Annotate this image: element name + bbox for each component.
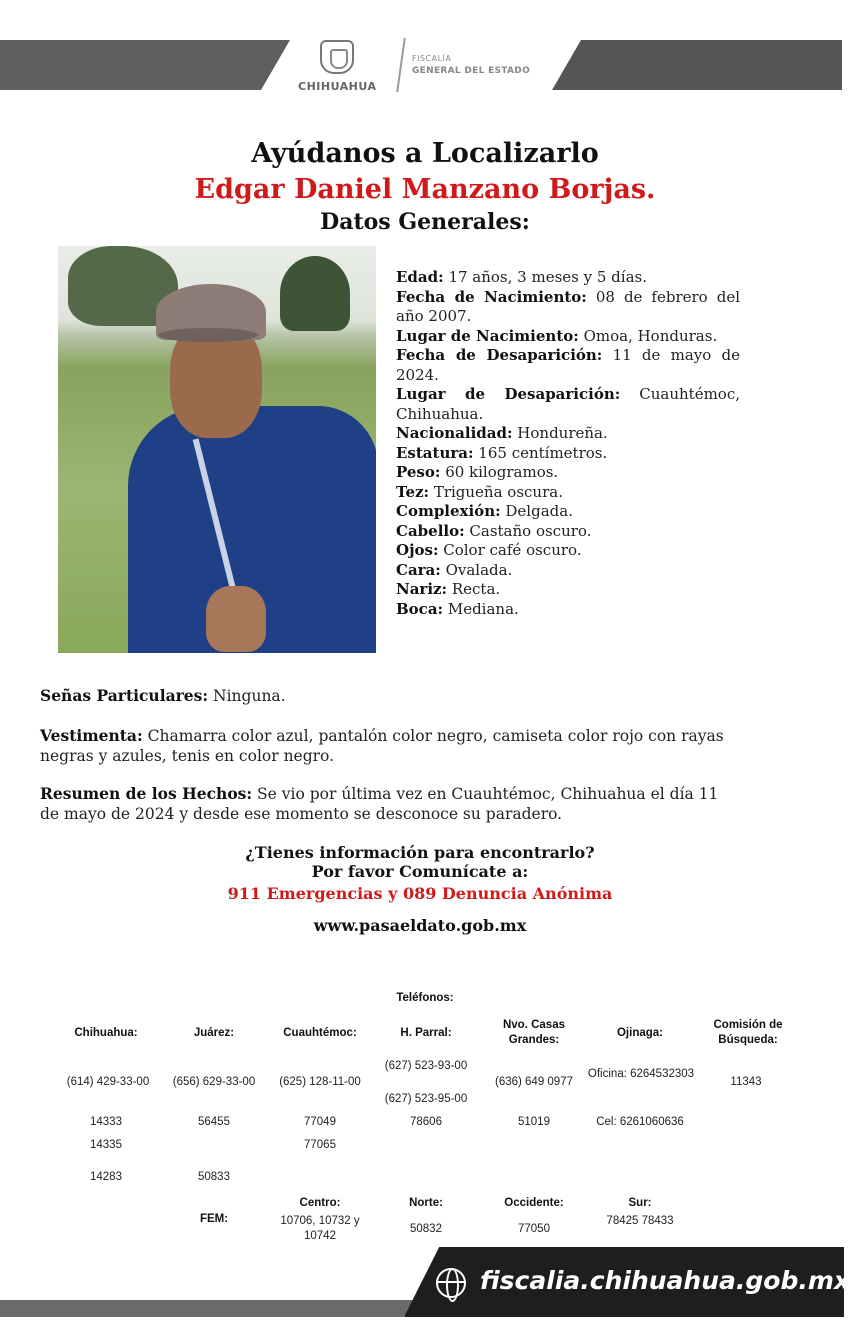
emergency-numbers: 911 Emergencias y 089 Denuncia Anónima [227,884,613,903]
detail-item: Peso: 60 kilogramos. [396,463,559,481]
phone-number: (625) 128-11-00 [279,1076,361,1088]
contact-please: Por favor Comunícate a: [311,862,529,881]
website-link[interactable]: www.pasaeldato.gob.mx [313,916,527,935]
phone-number: (636) 649 0977 [494,1076,573,1088]
fem-value: 78425 78433 [606,1215,674,1227]
phone-extension: 78606 [410,1116,442,1128]
logo-fiscalia: FISCALÍA [412,54,452,63]
resumen-hechos: Resumen de los Hechos: Se vio por última vez en Cuauhtémoc, Chihuahua el día 11 de mayo de 2024 y desde ese momento se desconoce su paradero. [40,784,719,823]
phone-extension: 56455 [198,1116,230,1128]
fem-value: 10706, 10732 y 10742 [280,1215,360,1242]
detail-item: Tez: Trigueña oscura. [396,482,563,501]
phone-number: (627) 523-95-00 [384,1093,468,1105]
phone-number: (627) 523-93-00 [384,1060,468,1072]
footer-url[interactable]: fiscalia.chihuahua.gob.mx [480,1266,850,1295]
detail-item: Boca: Mediana. [396,599,519,618]
person-name: Edgar Daniel Manzano Borjas. [194,174,656,205]
globe-icon [436,1268,466,1298]
detail-item: Estatura: 165 centímetros. [396,443,608,462]
logo-city: CHIHUAHUA [298,80,377,93]
phone-header: Chihuahua: [74,1027,138,1039]
section-title: Datos Generales: [320,209,530,235]
phone-number: (614) 429-33-00 [66,1076,150,1088]
detail-item: Fecha de Desaparición: 11 de mayo de 2024. [396,346,740,384]
phone-header: Juárez: [193,1027,235,1039]
phone-extension: 50833 [198,1171,230,1183]
state-seal-icon [320,40,354,74]
fem-header: Norte: [409,1197,443,1209]
fem-header: Sur: [628,1197,652,1209]
phone-extension: 77049 [304,1116,336,1128]
footer-band-gray [0,1300,420,1317]
photo-hand [206,586,266,652]
phone-extension: Cel: 6261060636 [596,1116,684,1128]
phone-header: Cuauhtémoc: [283,1027,357,1039]
phone-header: Comisión de Búsqueda: [713,1019,783,1046]
detail-item: Nacionalidad: Hondureña. [396,424,608,442]
phone-extension: 14283 [90,1171,122,1183]
detail-item: Cabello: Castaño oscuro. [396,521,592,540]
vestimenta: Vestimenta: Chamarra color azul, pantalón color negro, camiseta color rojo con rayas negras y azules, tenis en color negro. [40,726,724,765]
detail-item: Edad: 17 años, 3 meses y 5 días. [396,268,647,286]
details-list [396,268,740,619]
detail-item: Complexión: Delgada. [396,502,573,520]
phone-header: Ojinaga: [616,1027,663,1039]
detail-item: Lugar de Desaparición: Cuauhtémoc, Chihuahua. [396,385,740,423]
contact-question: ¿Tienes información para encontrarlo? [245,843,595,862]
phone-number: 11343 [730,1076,762,1088]
phone-extension: 14335 [90,1139,122,1151]
phone-extension: 14333 [90,1116,122,1128]
fem-label: FEM: [199,1213,229,1225]
detail-item: Nariz: Recta. [396,580,501,598]
photo-tree [280,256,350,331]
logo-divider [396,38,406,92]
fem-value: 77050 [518,1223,550,1235]
header-band-left [0,40,290,90]
phone-number: Oficina: 6264532303 [587,1068,695,1080]
phone-extension: 51019 [518,1116,550,1128]
fem-value: 50832 [410,1223,442,1235]
phone-extension: 77065 [304,1139,336,1151]
detail-item: Cara: Ovalada. [396,560,513,579]
logo-general: GENERAL DEL ESTADO [412,66,531,76]
fiscalia-logo [296,38,546,94]
detail-item: Ojos: Color café oscuro. [396,541,582,559]
detail-item: Lugar de Nacimiento: Omoa, Honduras. [396,326,718,345]
photo-cap-visor [158,328,258,342]
phone-header: H. Parral: [400,1027,452,1039]
detail-item: Fecha de Nacimiento: 08 de febrero del año 2007. [396,287,740,325]
phones-title: Teléfonos: [396,992,454,1004]
phone-header: Nvo. Casas Grandes: [502,1019,565,1046]
senas-particulares: Señas Particulares: Ninguna. [40,686,286,705]
phone-number: (656) 629-33-00 [172,1076,256,1088]
page-title: Ayúdanos a Localizarlo [251,138,599,169]
fem-header: Centro: [299,1197,341,1209]
person-photo [58,246,376,653]
header-band-right [552,40,842,90]
fem-header: Occidente: [504,1197,564,1209]
